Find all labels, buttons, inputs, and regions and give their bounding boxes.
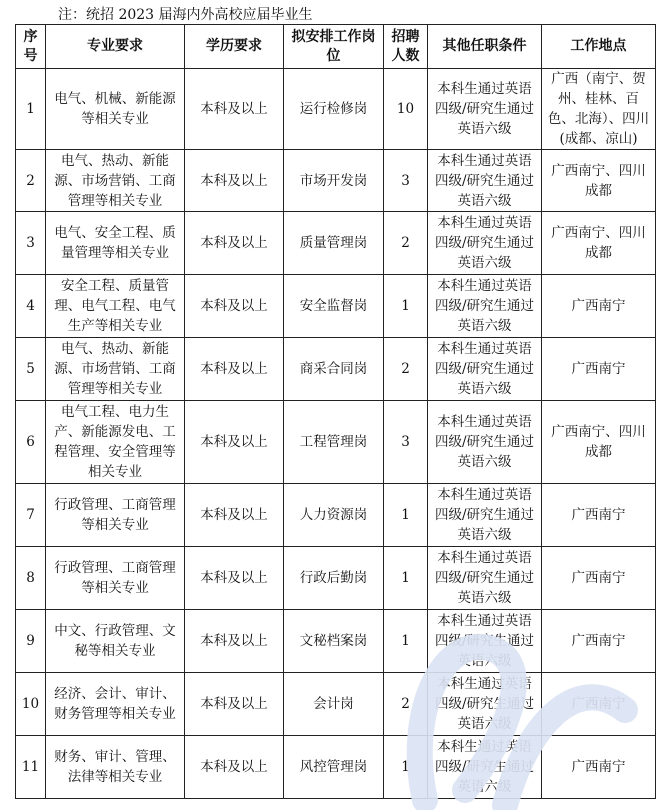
cell-no: 10 (16, 673, 46, 736)
header-count: 招聘人数 (384, 25, 428, 69)
cell-major: 安全工程、质量管理、电气工程、电气生产等相关专业 (46, 275, 185, 338)
header-major: 专业要求 (46, 25, 185, 69)
cell-major: 电气、机械、新能源等相关专业 (46, 69, 185, 150)
cell-education: 本科及以上 (185, 212, 284, 275)
cell-other: 本科生通过英语四级/研究生通过英语六级 (428, 401, 542, 484)
header-no: 序号 (16, 25, 46, 69)
cell-position: 风控管理岗 (284, 736, 384, 799)
cell-position: 安全监督岗 (284, 275, 384, 338)
header-row (16, 25, 656, 69)
cell-major: 行政管理、工商管理等相关专业 (46, 484, 185, 547)
cell-location: 广西（南宁、贺州、桂林、百色、北海）、四川(成都、凉山) (542, 69, 656, 150)
cell-position: 工程管理岗 (284, 401, 384, 484)
cell-other: 本科生通过英语四级/研究生通过英语六级 (428, 212, 542, 275)
cell-location: 广西南宁、四川成都 (542, 150, 656, 212)
cell-position: 文秘档案岗 (284, 610, 384, 673)
cell-no: 9 (16, 610, 46, 673)
cell-position: 运行检修岗 (284, 69, 384, 150)
cell-count: 1 (384, 736, 428, 799)
cell-education: 本科及以上 (185, 401, 284, 484)
table-row (16, 69, 656, 150)
cell-education: 本科及以上 (185, 338, 284, 401)
table-row (16, 275, 656, 338)
cell-other: 本科生通过英语四级/研究生通过英语六级 (428, 150, 542, 212)
cell-major: 电气工程、电力生产、新能源发电、工程管理、安全管理等相关专业 (46, 401, 185, 484)
cell-position: 商采合同岗 (284, 338, 384, 401)
table-row (16, 547, 656, 610)
cell-no: 8 (16, 547, 46, 610)
cell-no: 3 (16, 212, 46, 275)
cell-location: 广西南宁 (542, 275, 656, 338)
cell-major: 财务、审计、管理、法律等相关专业 (46, 736, 185, 799)
cell-other: 本科生通过英语四级/研究生通过英语六级 (428, 547, 542, 610)
cell-other: 本科生通过英语四级/研究生通过英语六级 (428, 736, 542, 799)
cell-location: 广西南宁、四川成都 (542, 212, 656, 275)
cell-other: 本科生通过英语四级/研究生通过英语六级 (428, 69, 542, 150)
cell-location: 广西南宁 (542, 736, 656, 799)
cell-major: 电气、安全工程、质量管理等相关专业 (46, 212, 185, 275)
cell-location: 广西南宁、四川成都 (542, 401, 656, 484)
cell-education: 本科及以上 (185, 673, 284, 736)
cell-position: 会计岗 (284, 673, 384, 736)
cell-location: 广西南宁 (542, 673, 656, 736)
cell-major: 经济、会计、审计、财务管理等相关专业 (46, 673, 185, 736)
table-row (16, 736, 656, 799)
cell-no: 2 (16, 150, 46, 212)
cell-major: 中文、行政管理、文秘等相关专业 (46, 610, 185, 673)
table-row (16, 484, 656, 547)
cell-count: 10 (384, 69, 428, 150)
recruitment-table (15, 24, 656, 799)
cell-education: 本科及以上 (185, 736, 284, 799)
cell-education: 本科及以上 (185, 610, 284, 673)
header-education: 学历要求 (185, 25, 284, 69)
cell-count: 3 (384, 401, 428, 484)
table-row (16, 673, 656, 736)
cell-location: 广西南宁 (542, 484, 656, 547)
table-row (16, 338, 656, 401)
cell-education: 本科及以上 (185, 484, 284, 547)
cell-education: 本科及以上 (185, 547, 284, 610)
cell-location: 广西南宁 (542, 338, 656, 401)
cell-count: 1 (384, 484, 428, 547)
cell-major: 电气、热动、新能源、市场营销、工商管理等相关专业 (46, 338, 185, 401)
cell-location: 广西南宁 (542, 547, 656, 610)
cell-count: 1 (384, 547, 428, 610)
cell-education: 本科及以上 (185, 69, 284, 150)
cell-count: 2 (384, 338, 428, 401)
table-row (16, 401, 656, 484)
table-row (16, 150, 656, 212)
cell-position: 质量管理岗 (284, 212, 384, 275)
cell-location: 广西南宁 (542, 610, 656, 673)
cell-count: 1 (384, 610, 428, 673)
cell-education: 本科及以上 (185, 275, 284, 338)
cell-no: 11 (16, 736, 46, 799)
table-row (16, 212, 656, 275)
cell-position: 人力资源岗 (284, 484, 384, 547)
cell-other: 本科生通过英语四级/研究生通过英语六级 (428, 610, 542, 673)
cell-other: 本科生通过英语四级/研究生通过英语六级 (428, 338, 542, 401)
cell-count: 1 (384, 275, 428, 338)
cell-other: 本科生通过英语四级/研究生通过英语六级 (428, 275, 542, 338)
cell-no: 1 (16, 69, 46, 150)
cell-no: 7 (16, 484, 46, 547)
cell-education: 本科及以上 (185, 150, 284, 212)
cell-major: 行政管理、工商管理等相关专业 (46, 547, 185, 610)
table-row (16, 610, 656, 673)
header-other: 其他任职条件 (428, 25, 542, 69)
cell-no: 6 (16, 401, 46, 484)
cell-count: 3 (384, 150, 428, 212)
cell-major: 电气、热动、新能源、市场营销、工商管理等相关专业 (46, 150, 185, 212)
cell-no: 4 (16, 275, 46, 338)
cell-other: 本科生通过英语四级/研究生通过英语六级 (428, 484, 542, 547)
cell-position: 行政后勤岗 (284, 547, 384, 610)
header-location: 工作地点 (542, 25, 656, 69)
cell-other: 本科生通过英语四级/研究生通过英语六级 (428, 673, 542, 736)
header-position: 拟安排工作岗位 (284, 25, 384, 69)
table-note: 注：统招 2023 届海内外高校应届毕业生 (58, 7, 313, 23)
cell-no: 5 (16, 338, 46, 401)
cell-position: 市场开发岗 (284, 150, 384, 212)
cell-count: 2 (384, 212, 428, 275)
cell-count: 2 (384, 673, 428, 736)
